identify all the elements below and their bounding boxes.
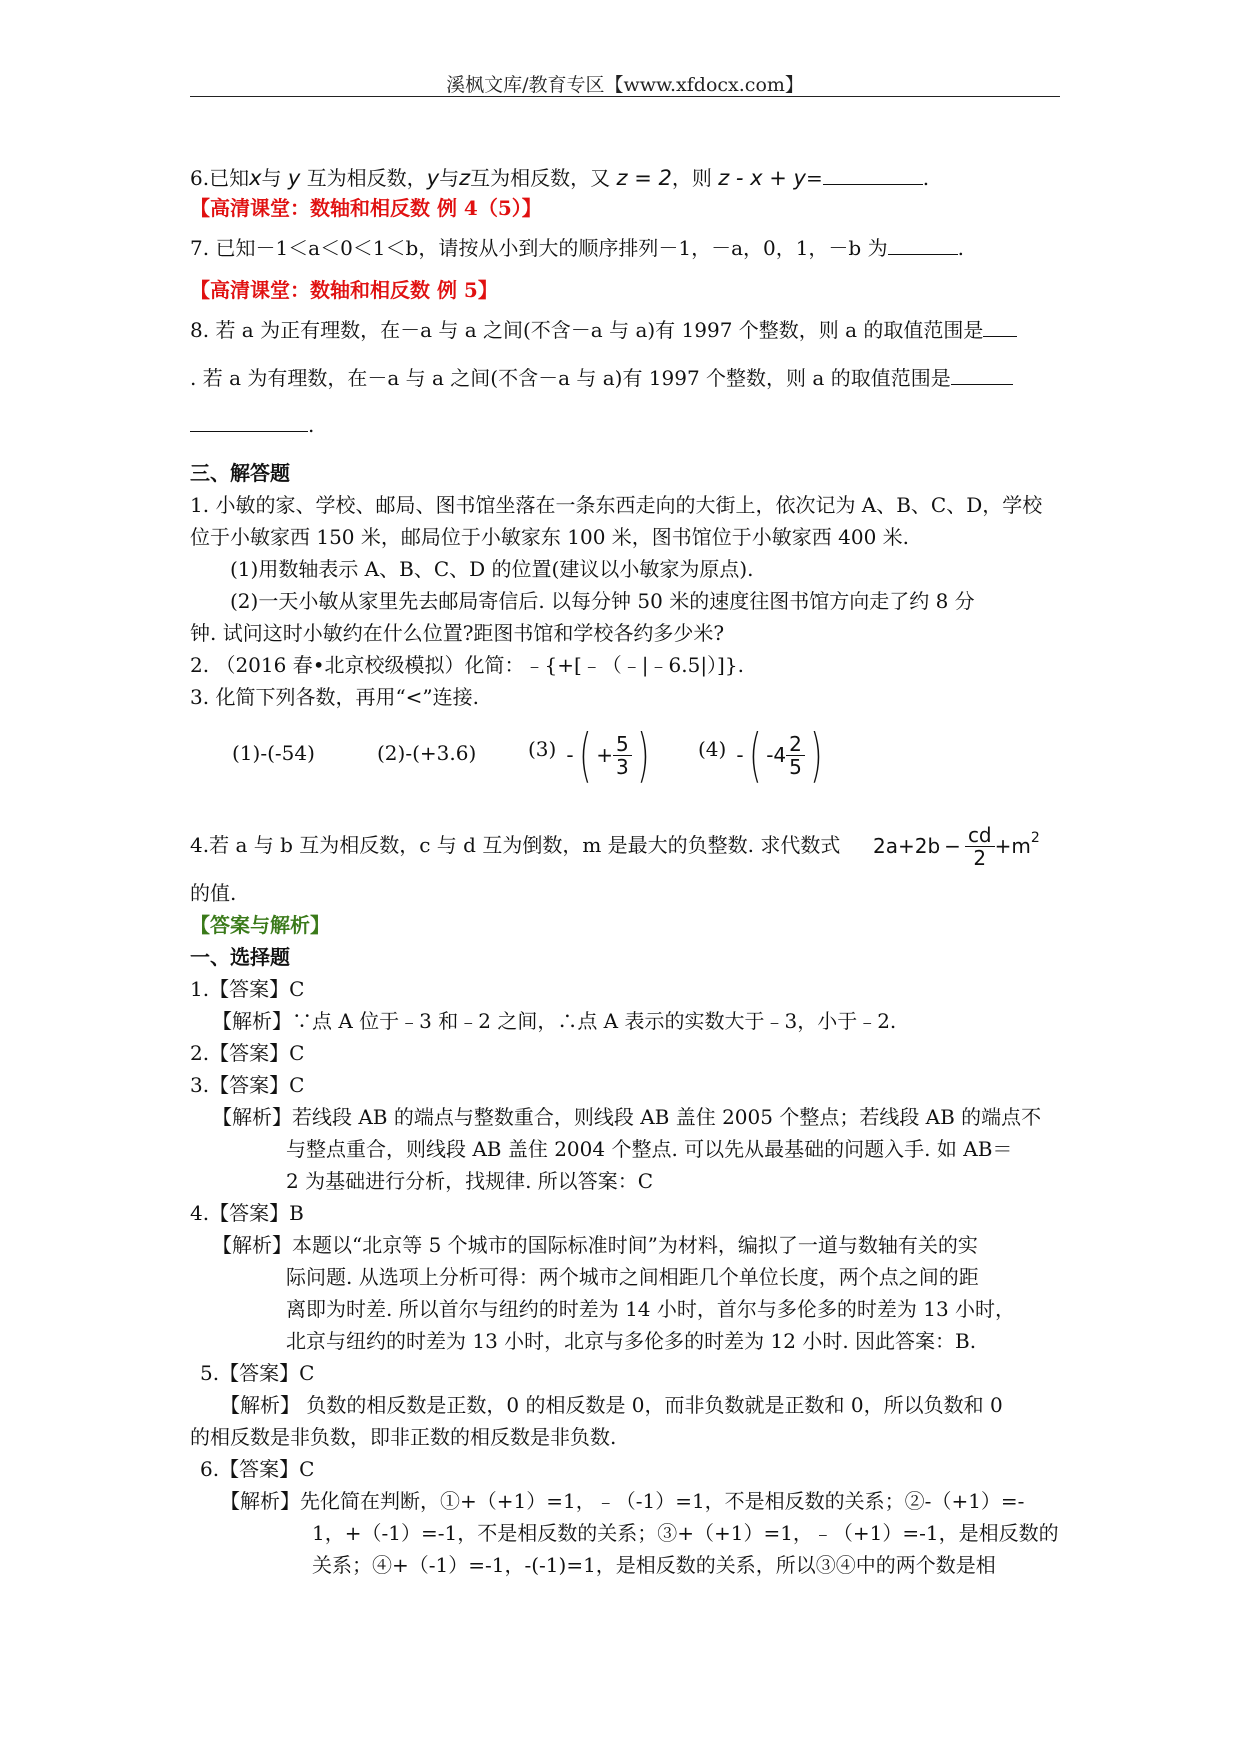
- question-6: [190, 163, 929, 193]
- q6-equals: =: [805, 166, 823, 190]
- expr-minus: −: [944, 834, 961, 858]
- fraction-2-5: [786, 733, 805, 778]
- section-heading-1: 一、选择题: [190, 945, 290, 969]
- fraction-cd-2: [965, 824, 995, 869]
- q6-mid: 互为相反数，: [306, 166, 427, 190]
- q6-then: ，则: [671, 166, 712, 190]
- var-x: x: [249, 166, 262, 190]
- p3-item-4: [698, 722, 828, 788]
- q6-mid2: 互为相反数，又: [470, 166, 611, 190]
- explanation-4-line-2: 际问题. 从选项上分析可得：两个城市之间相距几个单位长度，两个点之间的距: [286, 1265, 979, 1289]
- explanation-5-line-1: 【解析】 负数的相反数是正数，0 的相反数是 0，而非负数就是正数和 0，所以负数和 0: [220, 1393, 1003, 1417]
- q7-text: 7. 已知－1＜a＜0＜1＜b，请按从小到大的顺序排列－1，－a，0，1，－b 为: [190, 236, 888, 260]
- question-8-line-3: [190, 410, 314, 440]
- q8-line1: 8. 若 a 为正有理数，在－a 与 a 之间(不含－a 与 a)有 1997 个整数，则 a 的取值范围是: [190, 318, 984, 342]
- p4-expression: [873, 815, 1040, 877]
- answers-title: 【答案与解析】: [190, 913, 330, 937]
- fraction-5-3: [613, 733, 632, 778]
- answer-blank: [951, 364, 1013, 385]
- p3-item-4-label: (4): [698, 737, 727, 761]
- question-7: [190, 233, 964, 263]
- explanation-4-line-1: 【解析】本题以“北京等 5 个城市的国际标准时间”为材料，编拟了一道与数轴有关的实: [212, 1233, 978, 1257]
- header-rule: [190, 96, 1060, 97]
- page-header: 溪枫文库/教育专区【www.xfdocx.com】: [446, 74, 804, 96]
- explanation-6-line-3: 关系；④+（-1）=-1，-(-1)=1，是相反数的关系，所以③④中的两个数是相: [312, 1553, 996, 1577]
- var-y: y: [287, 166, 301, 190]
- answer-6: 6.【答案】C: [200, 1457, 315, 1481]
- section-heading-3: 三、解答题: [190, 461, 290, 485]
- tag-example-4-5: 【高清课堂：数轴和相反数 例 4（5）】: [190, 196, 542, 220]
- q8-end: .: [308, 413, 315, 437]
- q6-prefix: 6.已知: [190, 166, 250, 190]
- question-8-line-1: [190, 315, 1017, 345]
- explanation-4-line-3: 离即为时差. 所以首尔与纽约的时差为 14 小时，首尔与多伦多的时差为 13 小时，: [286, 1297, 1016, 1321]
- z-equals-2: z = 2: [616, 166, 672, 190]
- close-paren: ): [636, 721, 650, 789]
- answer-5: 5.【答案】C: [200, 1361, 315, 1385]
- q6-with2: 与: [439, 166, 460, 190]
- explanation-6-line-1: 【解析】先化简在判断，①+（+1）=1，﹣（-1）=1，不是相反数的关系；②-（+1）=-: [220, 1489, 1025, 1513]
- var-z: z: [459, 166, 471, 190]
- p3-item-3-inner-sign: +: [596, 743, 613, 767]
- explanation-4-line-4: 北京与纽约的时差为 13 小时，北京与多伦多的时差为 12 小时. 因此答案：B.: [286, 1329, 977, 1353]
- q7-end: .: [957, 236, 964, 260]
- frac-numerator: 2: [786, 733, 805, 756]
- explanation-3-line-3: 2 为基础进行分析，找规律. 所以答案：C: [286, 1169, 654, 1193]
- open-paren: (: [578, 721, 592, 789]
- p3-item-4-whole: -4: [766, 743, 787, 767]
- var-y-2: y: [426, 166, 440, 190]
- answer-3: 3.【答案】C: [190, 1073, 305, 1097]
- problem-2: 2. （2016 春•北京校级模拟）化简：﹣{+[﹣（﹣|﹣6.5|）]}.: [190, 653, 744, 677]
- p3-item-1: (1)-(-54): [232, 741, 315, 765]
- p3-item-3: [528, 722, 654, 788]
- explanation-6-line-2: 1，+（-1）=-1，不是相反数的关系；③+（+1）=1，﹣（+1）=-1，是相反数的: [312, 1521, 1059, 1545]
- frac-numerator: cd: [965, 824, 995, 847]
- p3-item-3-sign: -: [566, 743, 574, 767]
- problem-1-line-1: 1. 小敏的家、学校、邮局、图书馆坐落在一条东西走向的大街上，依次记为 A、B、C、D，学校: [190, 493, 1043, 517]
- problem-3: 3. 化简下列各数，再用“<”连接.: [190, 685, 480, 709]
- p3-item-4-sign: -: [736, 743, 744, 767]
- problem-1-sub-2a: (2)一天小敏从家里先去邮局寄信后. 以每分钟 50 米的速度往图书馆方向走了约 8 分: [230, 589, 975, 613]
- frac-denominator: 2: [973, 845, 987, 870]
- q6-expression: z - x + y: [718, 166, 806, 190]
- frac-denominator: 5: [789, 754, 802, 779]
- explanation-1: 【解析】∵点 A 位于﹣3 和﹣2 之间，∴点 A 表示的实数大于﹣3，小于﹣2.: [212, 1009, 897, 1033]
- question-8-line-2: [190, 363, 1013, 393]
- explanation-3-line-2: 与整点重合，则线段 AB 盖住 2004 个整点. 可以先从最基础的问题入手. 如 AB＝: [286, 1137, 1013, 1161]
- frac-denominator: 3: [615, 754, 629, 779]
- explanation-5-line-2: 的相反数是非负数，即非正数的相反数是非负数.: [190, 1425, 617, 1449]
- answer-blank: [983, 316, 1017, 337]
- answer-1: 1.【答案】C: [190, 977, 305, 1001]
- p3-item-2: (2)-(+3.6): [377, 741, 477, 765]
- problem-1-sub-1: (1)用数轴表示 A、B、C、D 的位置(建议以小敏家为原点).: [230, 557, 754, 581]
- close-paren: ): [809, 721, 823, 789]
- answer-4: 4.【答案】B: [190, 1201, 304, 1225]
- answer-2: 2.【答案】C: [190, 1041, 305, 1065]
- open-paren: (: [748, 721, 762, 789]
- exponent: 2: [1030, 830, 1040, 846]
- problem-4-line-2: 的值.: [190, 881, 237, 905]
- q6-with1: 与: [261, 166, 282, 190]
- q8-line2: . 若 a 为有理数，在－a 与 a 之间(不含－a 与 a)有 1997 个整数，则 a 的取值范围是: [190, 366, 951, 390]
- problem-4-line-1: 4.若 a 与 b 互为相反数，c 与 d 互为倒数，m 是最大的负整数. 求代数式: [190, 833, 841, 857]
- tag-example-5: 【高清课堂：数轴和相反数 例 5】: [190, 278, 498, 302]
- expr-2a-2b: 2a+2b: [873, 834, 941, 858]
- p3-item-3-label: (3): [528, 737, 557, 761]
- explanation-3-line-1: 【解析】若线段 AB 的端点与整数重合，则线段 AB 盖住 2005 个整点；若线段 AB 的端点不: [212, 1105, 1042, 1129]
- answer-blank: [888, 234, 958, 255]
- problem-1-sub-2b: 钟. 试问这时小敏约在什么位置?距图书馆和学校各约多少米?: [190, 621, 725, 645]
- frac-numerator: 5: [613, 733, 632, 756]
- answer-blank: [823, 164, 923, 185]
- answer-blank: [190, 411, 308, 432]
- problem-1-line-2: 位于小敏家西 150 米，邮局位于小敏家东 100 米，图书馆位于小敏家西 400 米.: [190, 525, 910, 549]
- expr-plus-m: +m: [994, 834, 1031, 858]
- q6-end: .: [922, 166, 930, 190]
